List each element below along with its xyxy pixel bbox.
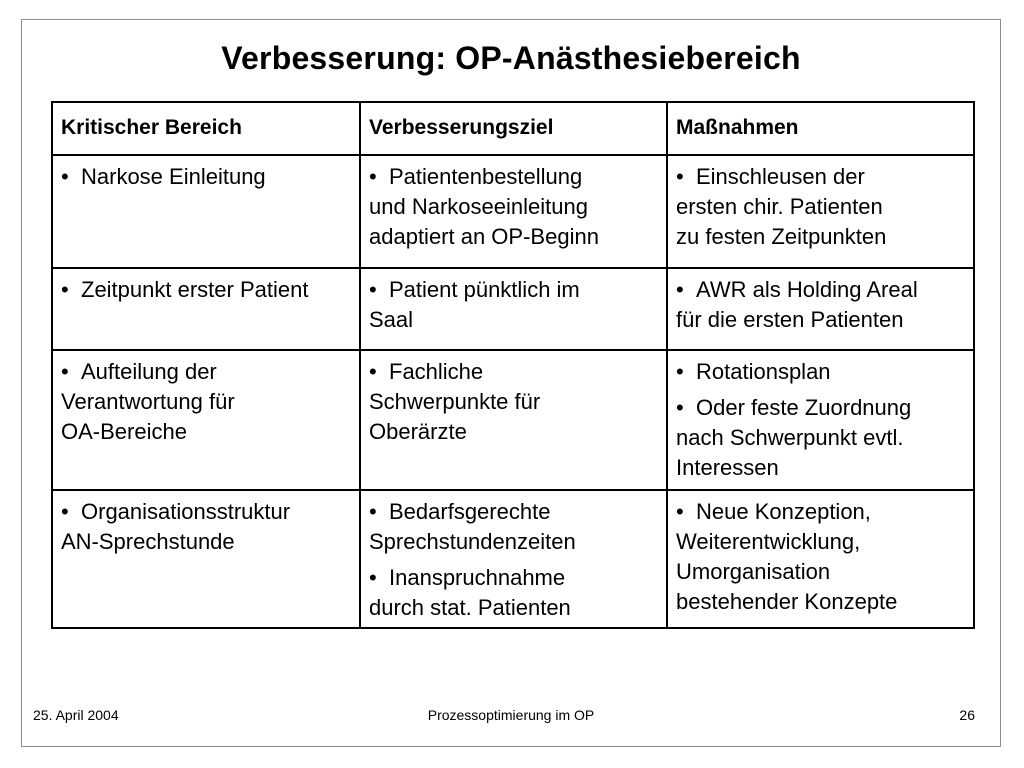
cell-text-line: Einschleusen der bbox=[696, 164, 865, 189]
table-cell-ziel bbox=[360, 155, 667, 268]
cell-text-line: OA-Bereiche bbox=[61, 419, 187, 444]
table-cell-massnahmen bbox=[667, 155, 974, 268]
cell-text-line: Weiterentwicklung, bbox=[676, 529, 861, 554]
bullet-point bbox=[61, 497, 351, 557]
bullet-icon: • bbox=[61, 164, 69, 189]
column-header-bereich: Kritischer Bereich bbox=[52, 102, 360, 155]
bullet-icon: • bbox=[369, 565, 377, 590]
footer-presentation-title: Prozessoptimierung im OP bbox=[427, 707, 595, 723]
cell-text-line: AWR als Holding Areal bbox=[696, 277, 918, 302]
cell-text-line: Umorganisation bbox=[676, 559, 831, 584]
cell-text-line: Rotationsplan bbox=[696, 359, 831, 384]
table-cell-ziel bbox=[360, 350, 667, 490]
table-row bbox=[52, 490, 974, 628]
bullet-icon: • bbox=[676, 164, 684, 189]
bullet-point bbox=[676, 393, 965, 483]
table-cell-bereich bbox=[52, 268, 360, 350]
cell-text-line: bestehender Konzepte bbox=[676, 589, 898, 614]
bullet-point bbox=[61, 162, 351, 192]
table-row bbox=[52, 350, 974, 490]
bullet-point bbox=[676, 275, 965, 335]
cell-text-line: Zeitpunkt erster Patient bbox=[81, 277, 309, 302]
cell-text-line: AN-Sprechstunde bbox=[61, 529, 235, 554]
cell-text-line: zu festen Zeitpunkten bbox=[676, 224, 887, 249]
table-cell-ziel bbox=[360, 490, 667, 628]
slide-title: Verbesserung: OP-Anästhesiebereich bbox=[221, 40, 801, 76]
cell-text-line: Bedarfsgerechte bbox=[389, 499, 551, 524]
bullet-icon: • bbox=[369, 164, 377, 189]
table-cell-massnahmen bbox=[667, 490, 974, 628]
bullet-icon: • bbox=[369, 499, 377, 524]
bullet-point bbox=[369, 563, 658, 623]
bullet-point bbox=[369, 497, 658, 557]
cell-text-line: durch stat. Patienten bbox=[369, 595, 571, 620]
bullet-point bbox=[676, 497, 965, 617]
bullet-icon: • bbox=[676, 499, 684, 524]
cell-text-line: Sprechstundenzeiten bbox=[369, 529, 576, 554]
bullet-point bbox=[369, 275, 658, 335]
cell-text-line: adaptiert an OP-Beginn bbox=[369, 224, 599, 249]
cell-text-line: Oberärzte bbox=[369, 419, 467, 444]
cell-text-line: Oder feste Zuordnung bbox=[696, 395, 912, 420]
cell-text-line: Neue Konzeption, bbox=[696, 499, 871, 524]
bullet-icon: • bbox=[61, 277, 69, 302]
improvement-table bbox=[51, 101, 975, 629]
column-header-ziel: Verbesserungsziel bbox=[360, 102, 667, 155]
table-cell-ziel bbox=[360, 268, 667, 350]
table-cell-bereich bbox=[52, 350, 360, 490]
bullet-icon: • bbox=[369, 359, 377, 384]
table-row bbox=[52, 155, 974, 268]
footer-date: 25. April 2004 bbox=[33, 707, 119, 723]
table-cell-massnahmen bbox=[667, 268, 974, 350]
bullet-icon: • bbox=[676, 395, 684, 420]
table-body bbox=[52, 155, 974, 628]
cell-text-line: Verantwortung für bbox=[61, 389, 235, 414]
cell-text-line: Aufteilung der bbox=[81, 359, 217, 384]
column-header-massnahmen: Maßnahmen bbox=[667, 102, 974, 155]
bullet-point bbox=[369, 357, 658, 447]
cell-text-line: Interessen bbox=[676, 455, 779, 480]
cell-text-line: Patientenbestellung bbox=[389, 164, 583, 189]
cell-text-line: Saal bbox=[369, 307, 414, 332]
cell-text-line: und Narkoseeinleitung bbox=[369, 194, 588, 219]
cell-text-line: Narkose Einleitung bbox=[81, 164, 266, 189]
bullet-icon: • bbox=[676, 359, 684, 384]
slide bbox=[21, 19, 1001, 747]
bullet-icon: • bbox=[369, 277, 377, 302]
cell-text-line: Patient pünktlich im bbox=[389, 277, 580, 302]
cell-text-line: Schwerpunkte für bbox=[369, 389, 541, 414]
table-cell-bereich bbox=[52, 155, 360, 268]
bullet-point bbox=[676, 357, 965, 387]
table-cell-bereich bbox=[52, 490, 360, 628]
cell-text-line: für die ersten Patienten bbox=[676, 307, 904, 332]
footer-page-number: 26 bbox=[959, 707, 975, 723]
cell-text-line: nach Schwerpunkt evtl. bbox=[676, 425, 904, 450]
bullet-point bbox=[369, 162, 658, 252]
cell-text-line: Inanspruchnahme bbox=[389, 565, 566, 590]
bullet-point bbox=[676, 162, 965, 252]
cell-text-line: Fachliche bbox=[389, 359, 484, 384]
cell-text-line: Organisationsstruktur bbox=[81, 499, 291, 524]
table-cell-massnahmen bbox=[667, 350, 974, 490]
bullet-icon: • bbox=[61, 359, 69, 384]
bullet-icon: • bbox=[61, 499, 69, 524]
bullet-point bbox=[61, 357, 351, 447]
table-row bbox=[52, 268, 974, 350]
table-header-row bbox=[52, 102, 974, 155]
cell-text-line: ersten chir. Patienten bbox=[676, 194, 883, 219]
bullet-icon: • bbox=[676, 277, 684, 302]
bullet-point bbox=[61, 275, 351, 305]
